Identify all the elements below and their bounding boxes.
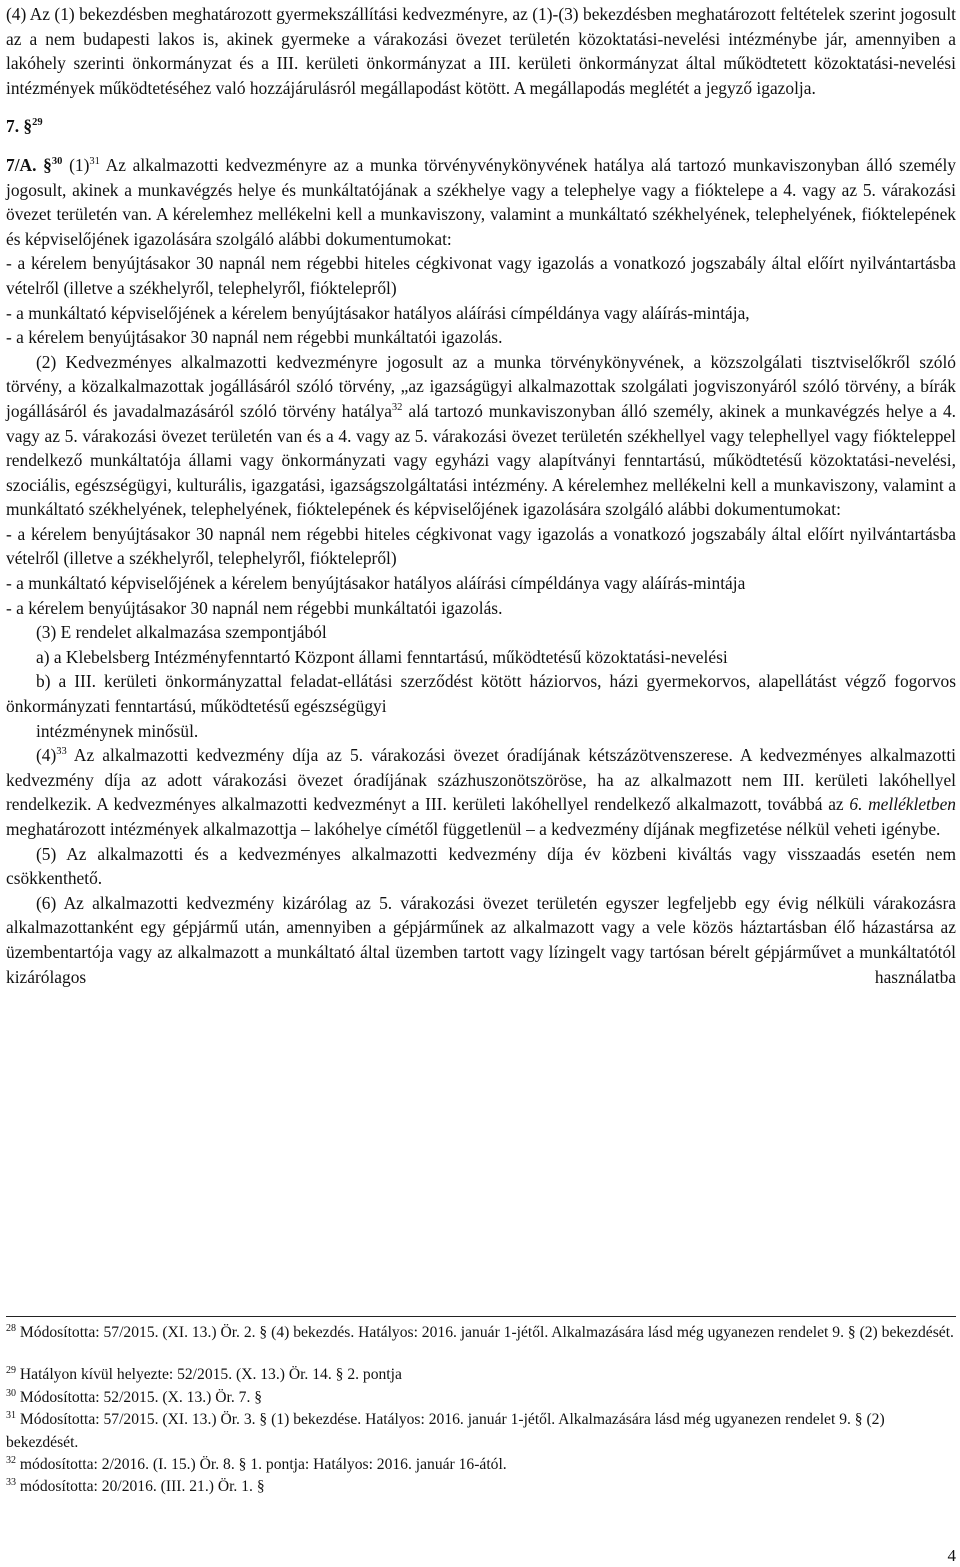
paragraph-7a-1 (6, 153, 956, 251)
paragraph-4-part-a: Az alkalmazotti kedvezmény díja az 5. várakozási övezet óradíjának kétszázötvenszerese. A kedvezményes alkalmazotti kedvezmény díja az adott várakozási övezet óradíjának százhuszonötszöröse, ha az alkalmazott nem III. kerületi lakóhellyel rendelkezik. A kedvezményes alkalmazotti kedvezményt a III. kerületi lakóhellyel rendelkező alkalmazott, továbbá az (6, 745, 956, 815)
footnote-30 (6, 1387, 956, 1409)
footnote-text: Módosította: 52/2015. (X. 13.) Ör. 7. § (19, 1388, 263, 1406)
paragraph-2-part-b: alá tartozó munkaviszonyban álló személy, akinek a munkavégzés helye a 4. vagy az 5. várakozási övezet területén van és a 4. vagy az 5. várakozási övezet területén székhellyel vagy telephellyel vagy fiókteleppel rendelkező munkáltatója állami vagy önkormányzati vagy egyházi vagy alapítványi fenntartású, működtetésű közoktatási-nevelési, szociális, egészségügyi, kulturális, igazgatási, igazságszolgáltatási intézmény. A kérelemhez mellékelni kell a munkaviszony, valamint a munkáltató székhelyének, telephelyének, fióktelepének és képviselőjének igazolására szolgáló alábbi dokumentumokat: (6, 400, 956, 520)
footnote-28 (6, 1322, 956, 1344)
paragraph-7a-3: (3) E rendelet alkalmazása szempontjából (36, 622, 327, 643)
paragraph-7a-number: (1) (69, 154, 90, 175)
paragraph-4-number: (4) (36, 745, 57, 766)
paragraph-4-part-b: meghatározott intézmények alkalmazottja – lakóhelye címétől függetlenül – a kedvezmény díjának megfizetése nélkül veheti igénybe. (6, 819, 941, 839)
footnote-number: 30 (6, 1387, 16, 1399)
footnote-ref-30[interactable]: 30 (51, 156, 63, 168)
footnote-text: Módosította: 57/2015. (XI. 13.) Ör. 2. § (4) bekezdés. Hatályos: 2016. január 1-jétől. Alkalmazására lásd még ugyanezen rendelet 9. § (2) bekezdését. (19, 1324, 954, 1341)
document-item: - a kérelem benyújtásakor 30 napnál nem régebbi hiteles cégkivonat vagy igazolás a vonatkozó jogszabály által előírt nyilvántartásba vételről (illetve a székhelyről, telephelyről, fióktelepről) (6, 523, 956, 569)
paragraph-3-closing: intézménynek minősül. (36, 720, 199, 741)
paragraph-7a-4 (6, 743, 956, 841)
document-item: - a munkáltató képviselőjének a kérelem benyújtásakor hatályos aláírási címpéldánya vagy aláírás-mintája (6, 573, 746, 594)
footnote-29 (6, 1364, 956, 1386)
page-number: 4 (947, 1546, 956, 1565)
footnote-text: módosította: 2/2016. (I. 15.) Ör. 8. § 1. pontja: Hatályos: 2016. január 16-ától. (19, 1456, 507, 1474)
footnotes (6, 1322, 956, 1499)
footnote-number: 28 (6, 1322, 16, 1334)
footnote-33 (6, 1476, 956, 1498)
footnote-ref-31[interactable]: 31 (89, 156, 100, 168)
document-item: - a munkáltató képviselőjének a kérelem benyújtásakor hatályos aláírási címpéldánya vagy aláírás-mintája, (6, 302, 750, 323)
footnote-text: Hatályon kívül helyezte: 52/2015. (X. 13.) Ör. 14. § 2. pontja (19, 1366, 402, 1384)
footnote-number: 29 (6, 1365, 16, 1377)
paragraph-7a-2 (6, 350, 956, 522)
paragraph-3-point-b: b) a III. kerületi önkormányzattal feladat-ellátási szerződést kötött háziorvos, házi gyermekorvos, alapellátást végző fogorvos önkormányzati fenntartású, működtetésű egészségügyi (6, 671, 956, 717)
footnote-text: Módosította: 57/2015. (XI. 13.) Ör. 3. § (1) bekezdése. Hatályos: 2016. január 1-jétől. Alkalmazására lásd még ugyanezen rendelet 9. § (2) bekezdését. (6, 1411, 885, 1451)
paragraph-3-point-a: a) a Klebelsberg Intézményfenntartó Központ állami fenntartású, működtetésű közoktatási-nevelési (36, 646, 728, 667)
footnote-ref-29[interactable]: 29 (32, 117, 43, 129)
paragraph-4-gyermekszallitas: (4) Az (1) bekezdésben meghatározott gyermekszállítási kedvezményre, az (1)-(3) bekezdésben meghatározott feltételek szerint jogosult az a nem budapesti lakos is, akinek gyermeke a várakozási övezet területén közoktatási-nevelési intézménybe jár, amennyiben a lakóhely szerinti önkormányzat és a III. kerületi önkormányzat a III. kerületi önkormányzat által működtetett közoktatási-nevelési intézmények működtetéséhez való hozzájárulásról megállapodást kötött. A megállapodás meglétét a jegyző igazolja. (6, 4, 956, 98)
heading-section-7 (6, 114, 956, 139)
footnote-number: 31 (6, 1410, 16, 1422)
paragraph-2-part-a: (2) Kedvezményes alkalmazotti kedvezményre jogosult az a munka törvénykönyvének, a közszolgálati tisztviselőkről szóló törvény, a közalkalmazottak jogállásáról szóló törvény, „az igazságügyi alkalmazottak szolgálati jogviszonyáról szóló törvény, a bírák jogállásáról és javadalmazásáról szóló törvény hatálya (6, 351, 956, 421)
heading-7-text: 7. § (6, 116, 33, 137)
section-7a-label: 7/A. § (6, 154, 52, 175)
document-item: - a kérelem benyújtásakor 30 napnál nem régebbi munkáltatói igazolás. (6, 327, 503, 348)
footnote-divider (6, 1316, 956, 1317)
footnote-ref-33[interactable]: 33 (56, 746, 67, 758)
document-item: - a kérelem benyújtásakor 30 napnál nem régebbi hiteles cégkivonat vagy igazolás a vonatkozó jogszabály által előírt nyilvántartásba vételről (illetve a székhelyről, telephelyről, fióktelepről) (6, 253, 956, 298)
footnote-32 (6, 1454, 956, 1476)
annex-reference-link[interactable]: 6. mellékletben (849, 794, 956, 815)
footnote-number: 33 (6, 1477, 16, 1489)
paragraph-7a-5: (5) Az alkalmazotti és a kedvezményes alkalmazotti kedvezmény díja év közbeni kiváltás vagy visszaadás esetén nem csökkenthető. (6, 843, 956, 889)
footnote-text: módosította: 20/2016. (III. 21.) Ör. 1. § (19, 1478, 265, 1496)
paragraph-7a-6: (6) Az alkalmazotti kedvezmény kizárólag az 5. várakozási övezet területén egyszer legfeljebb egy évig nélküli várakozásra alkalmazottanként egy gépjármű után, amennyiben a gépjárműnek az alkalmazott vagy a vele közös háztartásban élő házastársa az üzembentartója vagy az alkalmazott a munkáltató által üzemben tartott vagy lízingelt vagy tartósan bérelt gépjárművet a munkáltatótól kizárólagos használatba (6, 892, 956, 987)
footnote-ref-32[interactable]: 32 (391, 402, 403, 414)
main-text (6, 2, 956, 989)
document-item: - a kérelem benyújtásakor 30 napnál nem régebbi munkáltatói igazolás. (6, 597, 503, 618)
footnote-number: 32 (6, 1454, 16, 1466)
paragraph-7a-body: Az alkalmazotti kedvezményre az a munka törvényvénykönyvének hatálya alá tartozó munkaviszonyban álló személy jogosult, akinek a munkavégzés helye és munkáltatójának a székhelye vagy a telephelye vagy a fióktelepe a 4. vagy az 5. várakozási övezet területén van. A kérelemhez mellékelni kell a munkaviszony, valamint a munkáltató székhelyének, telephelyének, fióktelepének és képviselőjének igazolására szolgáló alábbi dokumentumokat: (6, 154, 956, 249)
footnote-31 (6, 1409, 956, 1454)
